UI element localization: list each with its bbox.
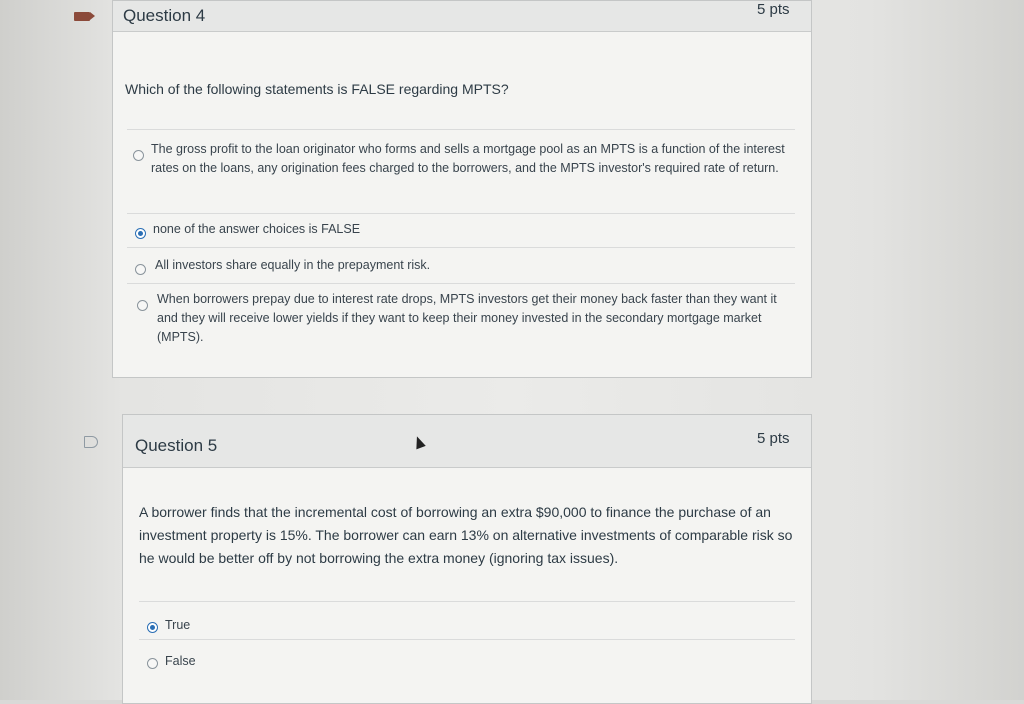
question-5-card xyxy=(122,414,812,704)
answer-option[interactable] xyxy=(139,639,795,675)
answer-option[interactable] xyxy=(127,129,795,209)
answer-text: False xyxy=(165,654,196,668)
question-5-points: 5 pts xyxy=(757,430,790,447)
answer-option[interactable] xyxy=(127,247,795,281)
radio-button[interactable] xyxy=(133,150,144,161)
radio-button-selected[interactable] xyxy=(147,622,158,633)
answer-text: All investors share equally in the prepayment risk. xyxy=(155,258,431,272)
flag-filled-icon[interactable] xyxy=(74,12,90,21)
answer-text: True xyxy=(165,618,191,632)
question-5-title: Question 5 xyxy=(135,436,218,455)
flag-outline-icon[interactable] xyxy=(84,436,98,448)
answer-option[interactable] xyxy=(127,283,795,359)
radio-button[interactable] xyxy=(135,264,146,275)
question-4-header xyxy=(113,1,811,32)
radio-button[interactable] xyxy=(137,300,148,311)
radio-button[interactable] xyxy=(147,658,158,669)
answer-text: When borrowers prepay due to interest rate drops, MPTS investors get their money back faster than they want it and they will receive lower yields if they want to keep their money invested in the secondary mortgage market (MPTS). xyxy=(157,292,777,344)
question-4-points: 5 pts xyxy=(757,1,790,18)
question-5-prompt: A borrower finds that the incremental cost of borrowing an extra $90,000 to finance the purchase of an investment property is 15%. The borrower can earn 13% on alternative investments of comparable risk so he would be better off by not borrowing the extra money (ignoring tax issues). xyxy=(139,504,793,566)
question-4-prompt: Which of the following statements is FALSE regarding MPTS? xyxy=(125,81,509,97)
question-5-header xyxy=(123,415,811,468)
answer-text: The gross profit to the loan originator who forms and sells a mortgage pool as an MPTS is a function of the interest rates on the loans, any origination fees charged to the borrowers, and the MPTS investor's required rate of return. xyxy=(151,142,785,175)
answer-option[interactable] xyxy=(139,601,795,637)
question-4-card xyxy=(112,0,812,378)
question-4-title: Question 4 xyxy=(123,6,206,25)
answer-text: none of the answer choices is FALSE xyxy=(153,222,361,236)
radio-button-selected[interactable] xyxy=(135,228,146,239)
answer-option[interactable] xyxy=(127,213,795,245)
